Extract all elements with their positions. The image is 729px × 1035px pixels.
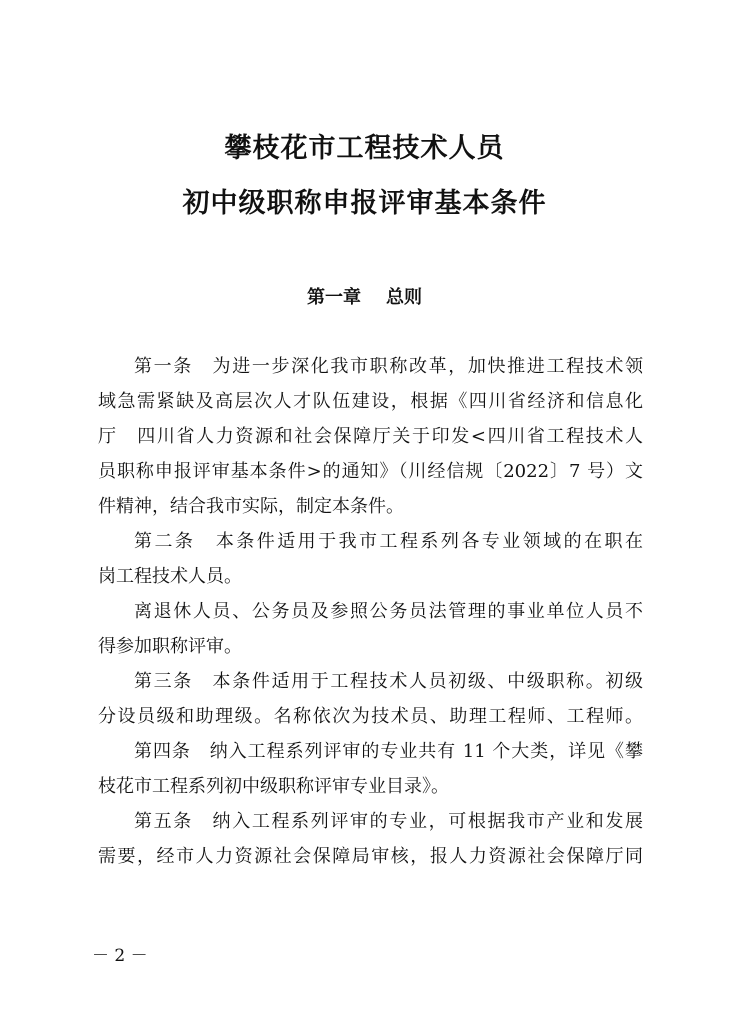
- article-5-line: 第五条 纳入工程系列评审的专业，可根据我市产业和发展: [134, 811, 643, 832]
- document-body: [98, 349, 643, 874]
- article-3-line: 第三条 本条件适用于工程技术人员初级、中级职称。初级: [134, 671, 643, 692]
- article-2-line: 岗工程技术人员。: [98, 566, 242, 587]
- chapter-heading: 第一章 总则: [306, 287, 423, 308]
- document-title-line-1: 攀枝花市工程技术人员: [224, 133, 505, 164]
- article-1-line: 员职称申报评审基本条件>的通知》（川经信规〔2022〕7 号）文: [98, 461, 643, 482]
- article-4-line: 第四条 纳入工程系列评审的专业共有 11 个大类，详见《攀: [134, 741, 643, 762]
- document-title-line-2: 初中级职称申报评审基本条件: [182, 188, 547, 219]
- article-3-line: 分设员级和助理级。名称依次为技术员、助理工程师、工程师。: [98, 706, 643, 727]
- article-1-line: 件精神，结合我市实际，制定本条件。: [98, 496, 404, 517]
- article-2-paragraph-line: 得参加职称评审。: [98, 636, 242, 657]
- article-2-line: 第二条 本条件适用于我市工程系列各专业领域的在职在: [134, 531, 643, 552]
- article-2-paragraph-line: 离退休人员、公务员及参照公务员法管理的事业单位人员不: [134, 601, 643, 622]
- article-1-line: 厅 四川省人力资源和社会保障厅关于印发<四川省工程技术人: [98, 426, 643, 447]
- article-4-line: 枝花市工程系列初中级职称评审专业目录》。: [98, 776, 449, 797]
- article-1-line: 第一条 为进一步深化我市职称改革，加快推进工程技术领: [134, 356, 643, 377]
- page-number: － 2 －: [92, 946, 148, 966]
- article-5-line: 需要，经市人力资源社会保障局审核，报人力资源社会保障厅同: [98, 846, 643, 867]
- article-1-line: 域急需紧缺及高层次人才队伍建设，根据《四川省经济和信息化: [98, 391, 643, 412]
